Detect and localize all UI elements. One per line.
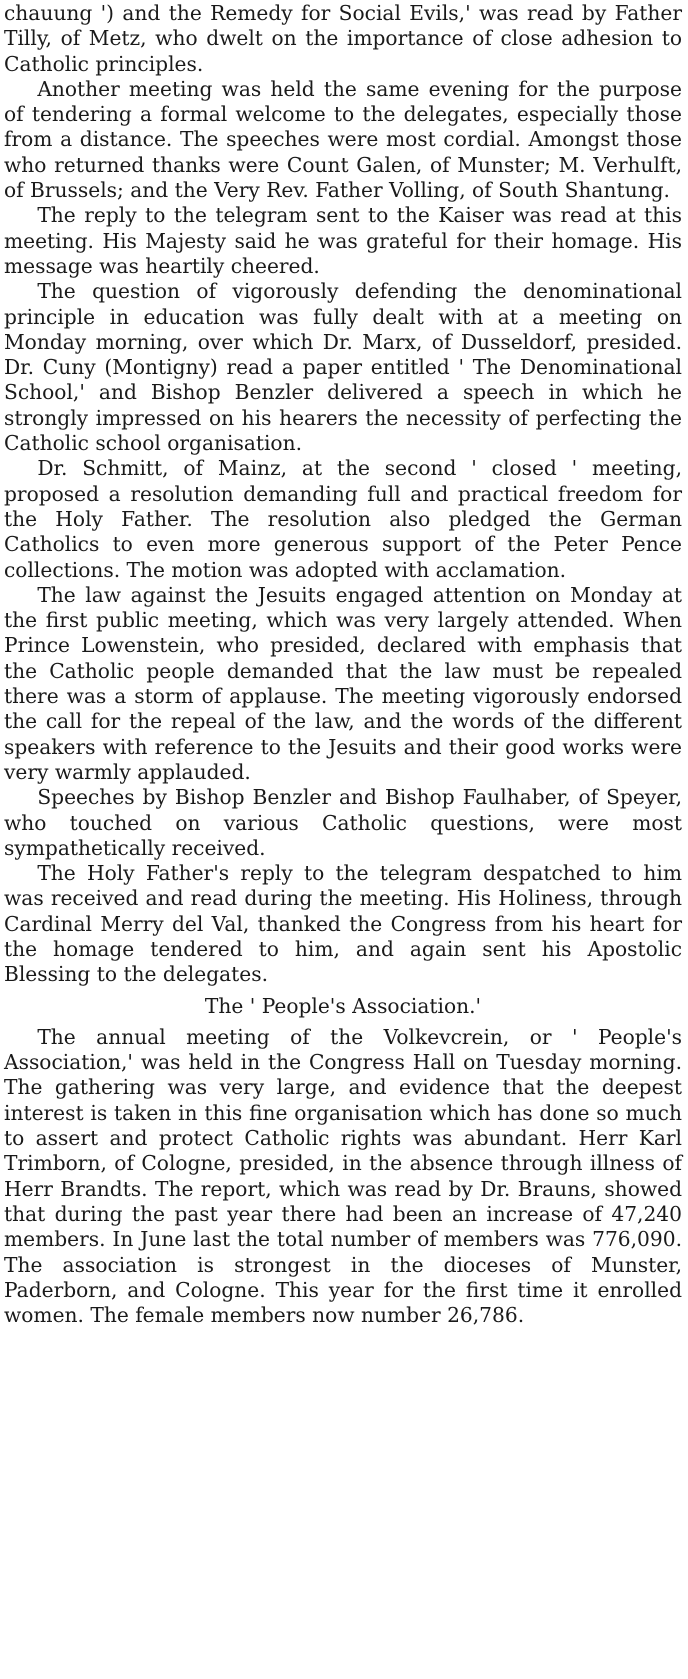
paragraph-peoples-association: The annual meeting of the Volkevcrein, or ' People's Association,' was held in the Congress Hall on Tuesday morning. The gathering was very large, and evidence that the deepest interest is taken in this fine organisation which has done so much to assert and protect Catholic rights was abundant. Herr Karl Trimborn, of Cologne, presided, in the absence through illness of Herr Brandts. The report, which was read by Dr. Brauns, showed that during the past year there had been an increase of 47,240 members. In June last the total number of members was 776,090. The association is strongest in the dioceses of Munster, Paderborn, and Cologne. This year for the first time it enrolled women. The female members now number 26,786.	[4, 1024, 682, 1328]
paragraph-kaiser-reply: The reply to the telegram sent to the Kaiser was read at this meeting. His Majesty said he was grateful for their homage. His message was heartily cheered.	[4, 203, 682, 278]
paragraph-welcome-meeting: Another meeting was held the same evening for the purpose of tendering a formal welcome to the delegates, especially those from a distance. The speeches were most cordial. Amongst those who returned thanks were Count Galen, of Munster; M. Verhulft, of Brussels; and the Very Rev. Father Volling, of South Shantung.	[4, 76, 682, 203]
paragraph-bishops-speeches: Speeches by Bishop Benzler and Bishop Faulhaber, of Speyer, who touched on various Catholic questions, were most sympathetically received.	[4, 785, 682, 860]
paragraph-denominational-education: The question of vigorously defending the denominational principle in education was fully dealt with at a meeting on Monday morning, over which Dr. Marx, of Dusseldorf, presided. Dr. Cuny (Montigny) read a paper entitled ' The Denominational School,' and Bishop Benzler delivered a speech in which he strongly impressed on his hearers the necessity of perfecting the Catholic school organisation.	[4, 279, 682, 456]
paragraph-jesuit-law: The law against the Jesuits engaged attention on Monday at the first public meeting, which was very largely attended. When Prince Lowenstein, who presided, declared with emphasis that the Catholic people demanded that the law must be repealed there was a storm of applause. The meeting vigorously endorsed the call for the repeal of the law, and the words of the different speakers with reference to the Jesuits and their good works were very warmly applauded.	[4, 582, 682, 784]
paragraph-holy-father-reply: The Holy Father's reply to the telegram despatched to him was received and read during the meeting. His Holiness, through Cardinal Merry del Val, thanked the Congress from his heart for the homage tendered to him, and again sent his Apostolic Blessing to the delegates.	[4, 861, 682, 987]
section-subheading: The ' People's Association.'	[204, 993, 482, 1018]
paragraph-continuation: chauung ') and the Remedy for Social Evils,' was read by Father Tilly, of Metz, who dwelt on the importance of close adhesion to Catholic principles.	[4, 1, 682, 76]
paragraph-holy-father-freedom: Dr. Schmitt, of Mainz, at the second ' closed ' meeting, proposed a resolution demanding full and practical freedom for the Holy Father. The resolution also pledged the German Catholics to even more generous support of the Peter Pence collections. The motion was adopted with acclamation.	[4, 456, 682, 582]
